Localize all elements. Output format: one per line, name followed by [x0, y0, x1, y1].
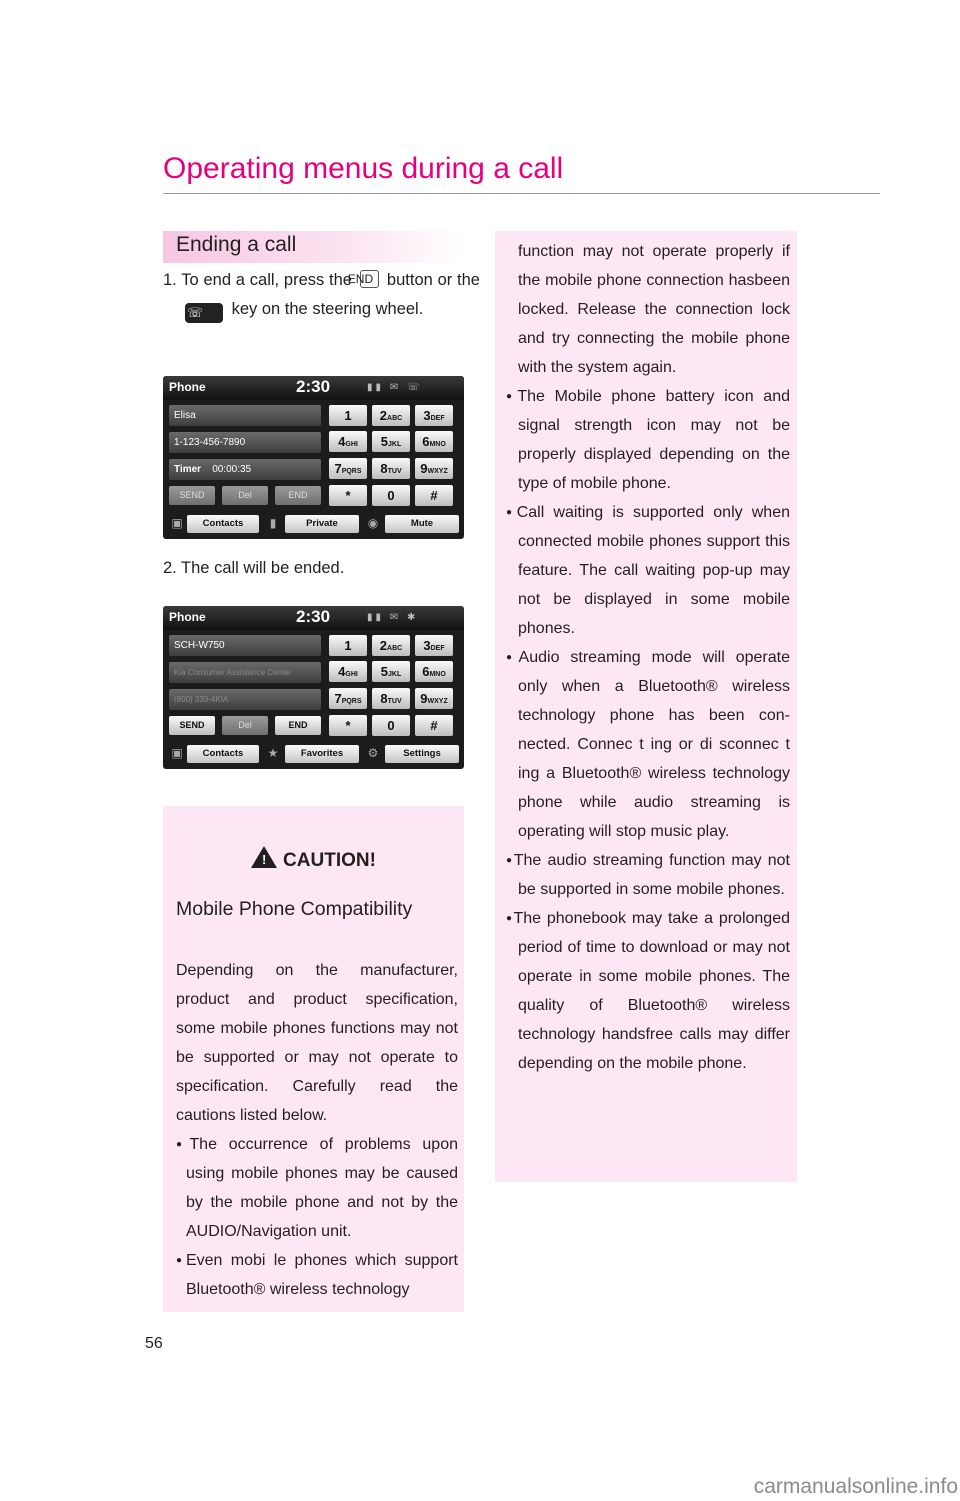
continued-text: function may not operate properly if the mobile phone connection hasbeen locked. Release the connection lock and try connecting the mobile phone with the system again.	[518, 243, 790, 376]
caution-body	[176, 956, 458, 1304]
screen-header	[163, 606, 464, 630]
subhead-bar	[163, 231, 464, 263]
keypad-hash[interactable]: #	[415, 485, 453, 506]
keypad-star[interactable]: *	[329, 715, 367, 736]
step1-text-before: 1. To end a call, press the	[163, 271, 352, 289]
caution-box	[163, 806, 464, 1312]
right-bullet-5: ● The phonebook may take a prolonged period of time to download or may not operate in some mobile phones. The quality of Bluetooth® wireless technology handsfree calls may differ depending on the mobile phone.	[506, 904, 790, 1078]
keypad-star[interactable]: *	[329, 485, 367, 506]
keypad-0[interactable]: 0	[372, 485, 410, 506]
star-icon: ★	[267, 746, 279, 760]
favorites-button[interactable]: Favorites	[285, 745, 359, 763]
keypad-1[interactable]: 1	[329, 635, 367, 656]
gear-icon: ⚙	[367, 746, 379, 760]
page-number: 56	[145, 1335, 163, 1352]
send-button[interactable]: SEND	[169, 486, 215, 505]
keypad-5[interactable]: 5JKL	[372, 431, 410, 452]
end-key: END	[360, 270, 379, 288]
device-name-field: SCH-W750	[169, 635, 321, 656]
watermark: carmanualsonline.info	[753, 1475, 958, 1498]
keypad-2[interactable]: 2ABC	[372, 635, 410, 656]
keypad-3[interactable]: 3DEF	[415, 405, 453, 426]
right-bullet-2: ● Call waiting is supported only when connected mobile phones support this feature. The call waiting pop-up may not be displayed in some mobile phones.	[506, 498, 790, 643]
keypad-9[interactable]: 9WXYZ	[415, 688, 453, 709]
caution-bullet-2: ● Even mobi le phones which support Bluetooth® wireless technology	[176, 1246, 458, 1304]
private-button[interactable]: Private	[285, 515, 359, 533]
keypad-6[interactable]: 6MNO	[415, 431, 453, 452]
keypad-5[interactable]: 5JKL	[372, 661, 410, 682]
delete-button[interactable]: Del	[222, 486, 268, 505]
keypad-6[interactable]: 6MNO	[415, 661, 453, 682]
screen-header	[163, 376, 464, 400]
contact-name-field: Kia Consumer Assistance Center	[169, 662, 321, 683]
caution-subtitle: Mobile Phone Compatibility	[176, 898, 413, 920]
subhead-title: Ending a call	[176, 233, 297, 256]
keypad-8[interactable]: 8TUV	[372, 458, 410, 479]
step1-text-after: key on the steering wheel.	[231, 300, 424, 318]
contacts-button[interactable]: Contacts	[187, 745, 259, 763]
contacts-icon: ▣	[171, 746, 183, 760]
phone-screen-ended	[163, 606, 464, 769]
status-icons: ▮▮ ✉ ✱	[367, 612, 419, 623]
contact-number-field: (800) 333-4KIA	[169, 689, 321, 710]
handset-icon: ▮	[269, 516, 277, 530]
right-bullet-4: ● The audio streaming function may not be supported in some mobile phones.	[506, 846, 790, 904]
keypad-9[interactable]: 9WXYZ	[415, 458, 453, 479]
screen-clock: 2:30	[296, 607, 331, 626]
call-timer-field: Timer 00:00:35	[169, 459, 321, 480]
keypad-1[interactable]: 1	[329, 405, 367, 426]
caller-name-field: Elisa	[169, 405, 321, 426]
caution-continued-box	[495, 231, 797, 1182]
status-icons: ▮▮ ✉ ☏	[367, 382, 423, 393]
warning-icon: !	[251, 846, 277, 868]
end-button[interactable]: END	[275, 716, 321, 735]
keypad-7[interactable]: 7PQRS	[329, 458, 367, 479]
contacts-icon: ▣	[171, 516, 183, 530]
keypad-7[interactable]: 7PQRS	[329, 688, 367, 709]
phone-screen-in-call	[163, 376, 464, 539]
mic-icon: ◉	[367, 516, 379, 530]
screen-title: Phone	[169, 610, 206, 624]
caution-intro: Depending on the manufacturer, product and product specification, some mobile phones functions may not be supported or may not operate to specification. Carefully read the cautions listed below.	[176, 962, 458, 1124]
section-title: Operating menus during a call	[163, 152, 564, 185]
send-button[interactable]: SEND	[169, 716, 215, 735]
right-bullet-3: ● Audio streaming mode will operate only when a Bluetooth® wireless technology phone has been connected. Connec t ing or di sconnec t ing a Bluetooth® wireless technology phone while audio streaming is operating will stop music play.	[506, 643, 790, 846]
contacts-button[interactable]: Contacts	[187, 515, 259, 533]
right-bullet-1: ● The Mobile phone battery icon and signal strength icon may not be properly displayed depending on the type of mobile phone.	[506, 382, 790, 498]
end-button[interactable]: END	[275, 486, 321, 505]
delete-button[interactable]: Del	[222, 716, 268, 735]
caution-bullet-1: ● The occurrence of problems upon using mobile phones may be caused by the mobile phone and not by the AUDIO/Navigation unit.	[176, 1130, 458, 1246]
caution-heading: ! CAUTION!	[163, 846, 464, 872]
step-1	[163, 266, 480, 324]
title-divider	[163, 193, 880, 194]
screen-title: Phone	[169, 380, 206, 394]
screen-clock: 2:30	[296, 377, 331, 396]
keypad-4[interactable]: 4GHI	[329, 661, 367, 682]
keypad-4[interactable]: 4GHI	[329, 431, 367, 452]
keypad-hash[interactable]: #	[415, 715, 453, 736]
keypad-8[interactable]: 8TUV	[372, 688, 410, 709]
keypad-0[interactable]: 0	[372, 715, 410, 736]
phone-hangup-icon: ☏	[185, 303, 223, 323]
mute-button[interactable]: Mute	[385, 515, 459, 533]
step-2: 2. The call will be ended.	[163, 559, 345, 577]
step1-text-mid: button or the	[386, 271, 480, 289]
caution-continued-body	[506, 237, 790, 1078]
caller-number-field: 1-123-456-7890	[169, 432, 321, 453]
keypad-3[interactable]: 3DEF	[415, 635, 453, 656]
keypad-2[interactable]: 2ABC	[372, 405, 410, 426]
settings-button[interactable]: Settings	[385, 745, 459, 763]
